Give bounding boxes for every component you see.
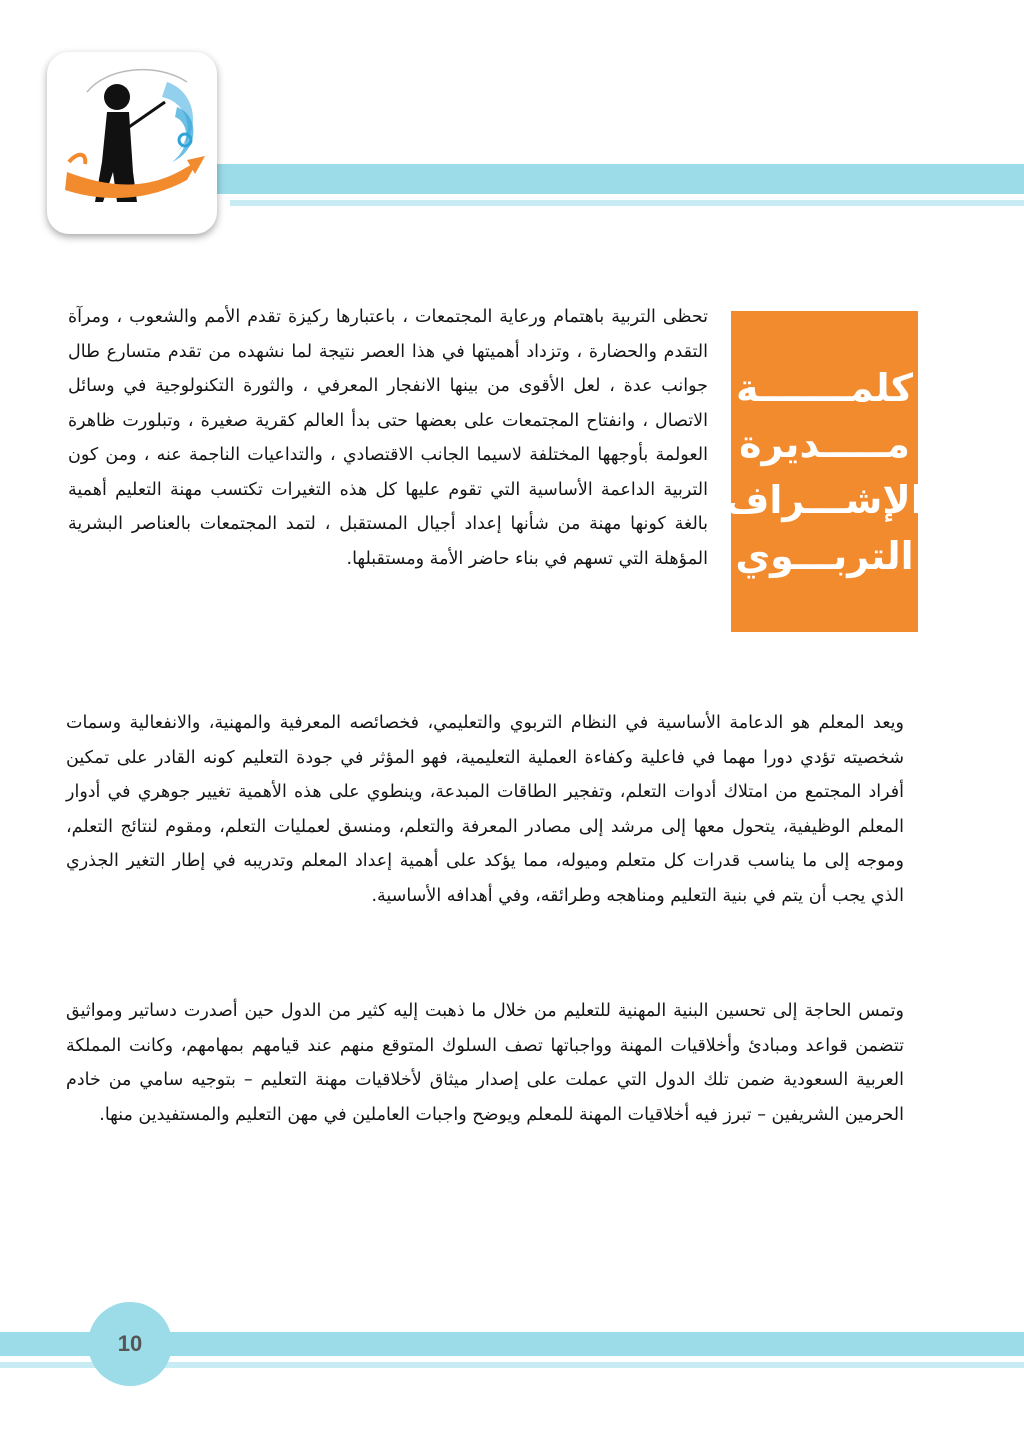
page-number-badge — [88, 1302, 172, 1386]
header-band — [200, 164, 1024, 194]
paragraph-1: تحظى التربية باهتمام ورعاية المجتمعات ، باعتبارها ركيزة تقدم الأمم والشعوب ، ومرآة التقدم والحضارة ، وتزداد أهميتها في هذا العصر نتيجة لما نشهده من تقدم متسارع طال جوانب عدة ، لعل الأقوى من بينها الانفجار المعرفي ، والثورة التكنولوجية في وسائل الاتصال ، وانفتاح المجتمعات على بعضها حتى بدأ العالم كقرية صغيرة ، وتبلورت ظاهرة العولمة بأوجهها المختلفة لاسيما الجانب الاقتصادي ، والتداعيات الناجمة عنه ، ومن كون التربية الداعمة الأساسية التي تقوم عليها كل هذه التغيرات تكتسب مهنة التعليم أهمية بالغة كونها مهنة من شأنها إعداد أجيال المستقبل ، لتمد المجتمعات بالعناصر البشرية المؤهلة التي تسهم في بناء حاضر الأمة ومستقبلها. — [68, 307, 708, 569]
header-band-thin — [230, 200, 1024, 206]
section-title-box — [725, 311, 924, 632]
teacher-figure-icon — [47, 52, 217, 234]
page-number: 10 — [117, 1331, 143, 1356]
section-title — [725, 360, 923, 584]
title-line-3: الإشـــراف — [725, 477, 924, 522]
paragraph-3: وتمس الحاجة إلى تحسين البنية المهنية للتعليم من خلال ما ذهبت إليه كثير من الدول حين أصدرت دساتير ومواثيق تتضمن قواعد ومبادئ وأخلاقيات المهنة وواجباتها تصف السلوك المتوقع منهم عند قيامهم بمهامهم، وكانت المملكة العربية السعودية ضمن تلك الدول التي عملت على إصدار ميثاق لأخلاقيات مهنة التعليم – بتوجيه سامي من خادم الحرمين الشريفين – تبرز فيه أخلاقيات المهنة للمعلم ويوضح واجبات العاملين في مهن التعليم والمستفيدين منها. — [66, 1001, 904, 1125]
paragraph-2: ويعد المعلم هو الدعامة الأساسية في النظام التربوي والتعليمي، فخصائصه المعرفية والمهنية، والانفعالية وسمات شخصيته تؤدي دورا مهما في فاعلية وكفاءة العملية التعليمية، فهو المؤثر في جودة التعليم كونه القادر على تمكين أفراد المجتمع من امتلاك أدوات التعلم، وتفجير الطاقات المبدعة، وينطوي على هذه الأهمية تغيير جوهري في أدوار المعلم الوظيفية، يتحول معها إلى مرشد إلى مصادر المعرفة والتعلم، ومنسق لعمليات التعلم، ومقوم لنتائج التعلم، وموجه إلى ما يناسب قدرات كل متعلم وميوله، مما يؤكد على أهمية إعداد المعلم وتدريبه في إطار التغير الجذري الذي يجب أن يتم في بنية التعليم ومناهجه وطرائقه، وفي أهدافه الأساسية. — [66, 713, 904, 906]
title-line-2: مـــــديرة — [739, 421, 910, 466]
title-line-4: التربـــوي — [735, 533, 914, 578]
logo — [47, 52, 217, 234]
title-line-1: كلمـــــــة — [735, 365, 914, 410]
